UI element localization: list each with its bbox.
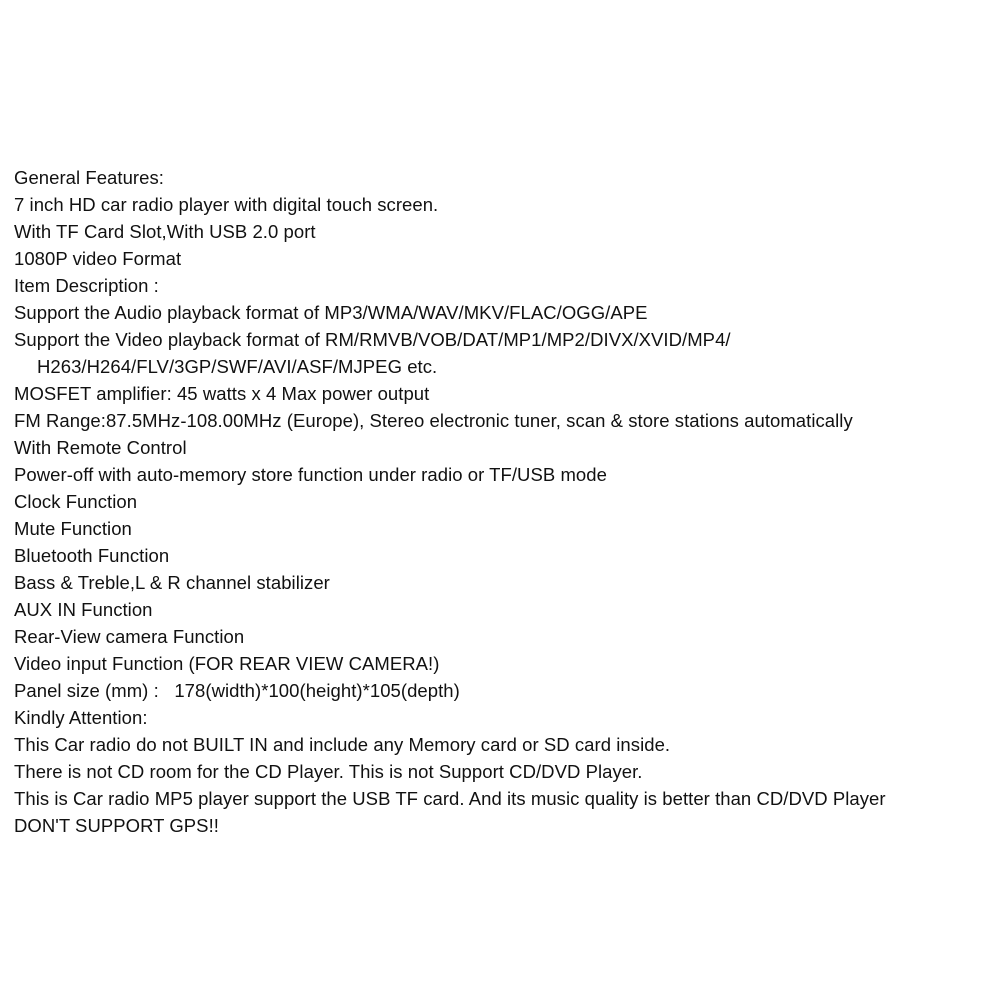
feature-line: Mute Function [14, 518, 132, 539]
feature-line: Rear-View camera Function [14, 626, 245, 647]
attention-line: This Car radio do not BUILT IN and include any Memory card or SD card inside. [14, 734, 671, 755]
attention-line: There is not CD room for the CD Player. This is not Support CD/DVD Player. [14, 761, 643, 782]
product-description [14, 164, 989, 839]
section-heading-kindly-attention: Kindly Attention: [14, 707, 148, 728]
feature-line: Support the Video playback format of RM/RMVB/VOB/DAT/MP1/MP2/DIVX/XVID/MP4/ [14, 329, 731, 350]
section-heading-general-features: General Features: [14, 167, 164, 188]
feature-line: 1080P video Format [14, 248, 182, 269]
feature-line: Video input Function (FOR REAR VIEW CAMERA!) [14, 653, 440, 674]
feature-line: FM Range:87.5MHz-108.00MHz (Europe), Stereo electronic tuner, scan & store stations automatically [14, 410, 853, 431]
feature-line: Support the Audio playback format of MP3/WMA/WAV/MKV/FLAC/OGG/APE [14, 302, 648, 323]
section-heading-item-description: Item Description : [14, 275, 159, 296]
feature-line: With Remote Control [14, 437, 187, 458]
attention-line: DON'T SUPPORT GPS!! [14, 815, 219, 836]
feature-line: Panel size (mm) : 178(width)*100(height)*105(depth) [14, 680, 460, 701]
feature-line: Power-off with auto-memory store function under radio or TF/USB mode [14, 464, 607, 485]
feature-line-continuation: H263/H264/FLV/3GP/SWF/AVI/ASF/MJPEG etc. [37, 356, 438, 377]
feature-line: Bluetooth Function [14, 545, 170, 566]
feature-line: AUX IN Function [14, 599, 153, 620]
feature-line: Clock Function [14, 491, 138, 512]
feature-line: Bass & Treble,L & R channel stabilizer [14, 572, 330, 593]
attention-line: This is Car radio MP5 player support the USB TF card. And its music quality is better than CD/DVD Player [14, 788, 886, 809]
feature-line: With TF Card Slot,With USB 2.0 port [14, 221, 316, 242]
feature-line: MOSFET amplifier: 45 watts x 4 Max power output [14, 383, 430, 404]
feature-line: 7 inch HD car radio player with digital touch screen. [14, 194, 439, 215]
